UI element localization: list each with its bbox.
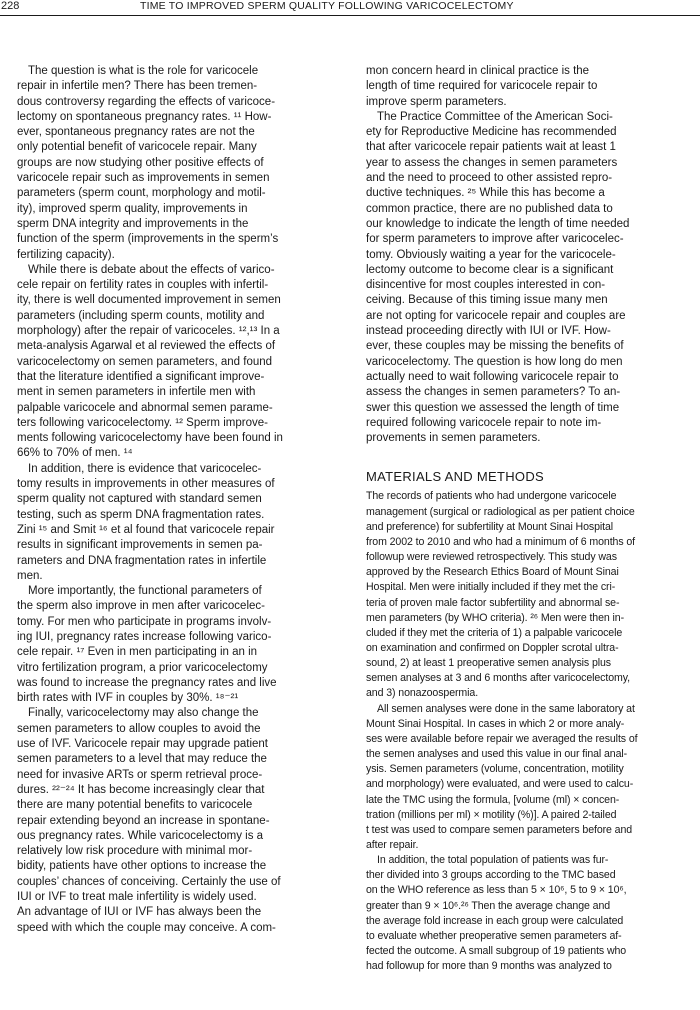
text-line: t test was used to compare semen parameters before and	[366, 823, 633, 836]
text-line: ing IUI, pregnancy rates increase following varico-	[17, 630, 272, 643]
text-line: Finally, varicocelectomy may also change the	[28, 707, 259, 720]
text-line: need for invasive ARTs or sperm retrieval proce-	[17, 768, 263, 781]
text-line: 66% to 70% of men. ¹⁴	[17, 447, 133, 460]
text-line: fertilizing capacity).	[17, 248, 115, 261]
text-line: ever, these couples may be missing the benefits of	[366, 340, 624, 353]
text-line: semen parameters to a level that may reduce the	[17, 753, 267, 766]
text-line: greater than 9 × 10⁶.²⁶ Then the average change and	[366, 899, 611, 912]
text-line: that after varicocele repair patients wait at least 1	[366, 141, 616, 154]
text-line: sperm DNA integrity and improvements in the	[17, 217, 249, 230]
text-line: parameters (sperm count, morphology and motil-	[17, 187, 266, 200]
text-line: provements in semen parameters.	[366, 432, 541, 445]
text-line: varicocelectomy on semen parameters, and found	[17, 355, 273, 368]
text-line: rameters and DNA fragmentation rates in infertile	[17, 554, 267, 567]
text-line: Hospital. Men were initially included if they met the cri-	[366, 581, 616, 594]
text-line: had followup for more than 9 months was analyzed to	[366, 960, 612, 973]
running-header	[0, 0, 700, 14]
text-line: on the WHO reference as less than 5 × 10⁶, 5 to 9 × 10⁶,	[366, 884, 627, 897]
text-line: the sperm also improve in men after varicocelec-	[17, 600, 265, 613]
text-line: ters following varicocelectomy. ¹² Sperm improve-	[17, 416, 268, 429]
text-line: year to assess the changes in semen parameters	[366, 156, 618, 169]
text-line: vitro fertilization program, a prior varicocelectomy	[17, 661, 268, 674]
text-line: improve sperm parameters.	[366, 95, 507, 108]
text-line: All semen analyses were done in the same laboratory at	[377, 702, 635, 715]
text-line: late the TMC using the formula, [volume (ml) × concen-	[366, 793, 620, 806]
text-line: The question is what is the role for varicocele	[28, 65, 259, 77]
text-line: cele repair. ¹⁷ Even in men participating in an in	[17, 646, 258, 659]
text-line: ther divided into 3 groups according to the TMC based	[366, 869, 616, 882]
text-line: parameters (including sperm counts, motility and	[17, 309, 265, 322]
text-line: sperm quality not captured with standard semen	[17, 493, 262, 506]
text-line: after repair.	[366, 839, 419, 852]
text-line: our knowledge to indicate the length of time needed	[366, 217, 630, 230]
text-line: to evaluate whether preoperative semen parameters af-	[366, 929, 622, 942]
right-column	[366, 64, 689, 974]
text-line: An advantage of IUI or IVF has always been the	[17, 906, 262, 919]
text-line: ever, spontaneous pregnancy rates are not the	[17, 126, 255, 139]
text-line: for sperm parameters to improve after varicocelec-	[366, 233, 624, 246]
text-line: While there is debate about the effects of varico-	[28, 263, 275, 276]
text-line: men parameters (by WHO criteria). ²⁶ Men were then in-	[366, 611, 624, 624]
text-line: varicocelectomy. The question is how long do men	[366, 355, 623, 368]
text-line: tration (millions per ml) × motility (%)]. A paired 2-tailed	[366, 808, 617, 821]
text-line: sound, 2) at least 1 preoperative semen analysis plus	[366, 657, 611, 670]
text-line: ety for Reproductive Medicine has recommended	[366, 126, 617, 139]
text-line: couples’ chances of conceiving. Certainly the use of	[17, 875, 281, 888]
text-line: meta-analysis Agarwal et al reviewed the effects of	[17, 340, 276, 353]
text-line: relatively low risk procedure with minimal mor-	[17, 845, 253, 858]
text-line: repair in infertile men? There has been tremen-	[17, 80, 258, 93]
text-line: Mount Sinai Hospital. In cases in which 2 or more analy-	[366, 717, 625, 730]
text-line: approved by the Research Ethics Board of Mount Sinai	[366, 566, 619, 579]
text-line: ment in semen parameters in infertile men with	[17, 386, 256, 399]
text-line: varicocele repair such as improvements in semen	[17, 172, 270, 185]
text-line: swer this question we assessed the length of time	[366, 401, 620, 414]
text-line: actually need to wait following varicocele repair to	[366, 370, 619, 383]
text-line: results in significant improvements in semen pa-	[17, 539, 263, 552]
text-line: lectomy outcome to become clear is a significant	[366, 263, 614, 276]
text-line: on examination and confirmed on Doppler scrotal ultra-	[366, 641, 619, 654]
text-line: instead proceeding directly with IUI or IVF. How-	[366, 325, 611, 338]
running-title: TIME TO IMPROVED SPERM QUALITY FOLLOWING VARICOCELECTOMY	[140, 0, 514, 12]
text-line: morphology) after the repair of varicoceles. ¹²,¹³ In a	[17, 325, 280, 338]
text-line: In addition, there is evidence that varicocelec-	[28, 462, 262, 475]
text-line: length of time required for varicocele repair to	[366, 80, 598, 93]
text-line: from 2002 to 2010 and who had a minimum of 6 months of	[366, 535, 636, 548]
text-line: repair extending beyond an increase in spontane-	[17, 814, 270, 827]
text-line: ity), improved sperm quality, improvements in	[17, 202, 248, 215]
methods-text	[366, 489, 689, 974]
text-line: ductive techniques. ²⁵ While this has become a	[366, 187, 605, 200]
text-line: cele repair on fertility rates in couples with infertil-	[17, 279, 269, 292]
page-number: 228	[1, 0, 20, 12]
text-line: are not opting for varicocele repair and couples are	[366, 309, 626, 322]
text-line: and 3) nonazoospermia.	[366, 687, 479, 700]
text-line: mon concern heard in clinical practice is the	[366, 65, 590, 77]
text-line: lectomy on spontaneous pregnancy rates. ¹¹ How-	[17, 110, 272, 123]
text-line: there are many potential benefits to varicocele	[17, 799, 253, 812]
text-line: function of the sperm (improvements in the sperm’s	[17, 233, 279, 246]
text-line: followup were reviewed retrospectively. This study was	[366, 551, 617, 564]
text-line: that the literature identified a significant improve-	[17, 370, 265, 383]
text-line: management (surgical or radiological as per patient choice	[366, 505, 635, 518]
text-line: and the need to proceed to other assisted repro-	[366, 172, 613, 185]
text-line: the semen analyses and used this value in our final anal-	[366, 748, 628, 761]
text-line: Zini ¹⁵ and Smit ¹⁶ et al found that varicocele repair	[17, 523, 275, 536]
text-line: tomy. For men who participate in programs involv-	[17, 615, 272, 628]
text-line: was found to increase the pregnancy rates and live	[17, 676, 277, 689]
text-line: dures. ²²⁻²⁴ It has become increasingly clear that	[17, 783, 265, 796]
text-line: tomy. Obviously waiting a year for the varicocele-	[366, 248, 616, 261]
text-line: palpable varicocele and abnormal semen parame-	[17, 401, 273, 414]
text-line: cluded if they met the criteria of 1) a palpable varicocele	[366, 626, 623, 639]
text-line: only potential benefit of varicocele repair. Many	[17, 141, 257, 154]
text-line: ments following varicocelectomy have been found in	[17, 432, 283, 445]
text-line: ity, there is well documented improvement in semen	[17, 294, 281, 307]
text-line: disincentive for most couples interested in con-	[366, 279, 606, 292]
text-line: semen analyses at 3 and 6 months after varicocelectomy,	[366, 672, 630, 685]
text-line: the average fold increase in each group were calculated	[366, 914, 624, 927]
text-line: semen parameters to allow couples to avoid the	[17, 722, 261, 735]
text-line: men.	[17, 569, 43, 582]
header-rule	[0, 15, 700, 16]
text-line: common practice, there are no published data to	[366, 202, 613, 215]
text-line: fected the outcome. A small subgroup of 19 patients who	[366, 945, 627, 958]
text-line: and morphology) were evaluated, and were used to calcu-	[366, 778, 634, 791]
text-line: More importantly, the functional parameters of	[28, 585, 262, 598]
text-line: IUI or IVF to treat male infertility is widely used.	[17, 891, 257, 904]
text-line: groups are now studying other positive effects of	[17, 156, 264, 169]
section-heading: MATERIALS AND METHODS	[366, 469, 544, 485]
text-line: The records of patients who had undergone varicocele	[366, 490, 617, 503]
text-line: use of IVF. Varicocele repair may upgrade patient	[17, 738, 269, 751]
text-line: bidity, patients have other options to increase the	[17, 860, 267, 873]
text-line: birth rates with IVF in couples by 30%. ¹⁸⁻²¹	[17, 692, 239, 705]
text-line: tomy results in improvements in other measures of	[17, 478, 275, 491]
text-line: teria of proven male factor subfertility and abnormal se-	[366, 596, 620, 609]
text-line: ysis. Semen parameters (volume, concentration, motility	[366, 763, 624, 776]
text-line: dous controversy regarding the effects of varicoce-	[17, 95, 276, 108]
text-line: speed with which the couple may conceive. A com-	[17, 921, 276, 934]
text-line: and preference) for subfertility at Mount Sinai Hospital	[366, 520, 614, 533]
text-line: required following varicocele repair to note im-	[366, 416, 602, 429]
text-line: ous pregnancy rates. While varicocelectomy is a	[17, 829, 264, 842]
text-line: testing, such as sperm DNA fragmentation rates.	[17, 508, 265, 521]
text-line: The Practice Committee of the American Soci-	[377, 110, 613, 123]
left-column	[17, 64, 335, 936]
text-line: assess the changes in semen parameters? To an-	[366, 386, 621, 399]
text-line: In addition, the total population of patients was fur-	[377, 854, 609, 867]
intro-continuation	[366, 64, 689, 446]
text-line: ceiving. Because of this timing issue many men	[366, 294, 608, 307]
text-line: ses were available before repair we averaged the results of	[366, 732, 638, 745]
